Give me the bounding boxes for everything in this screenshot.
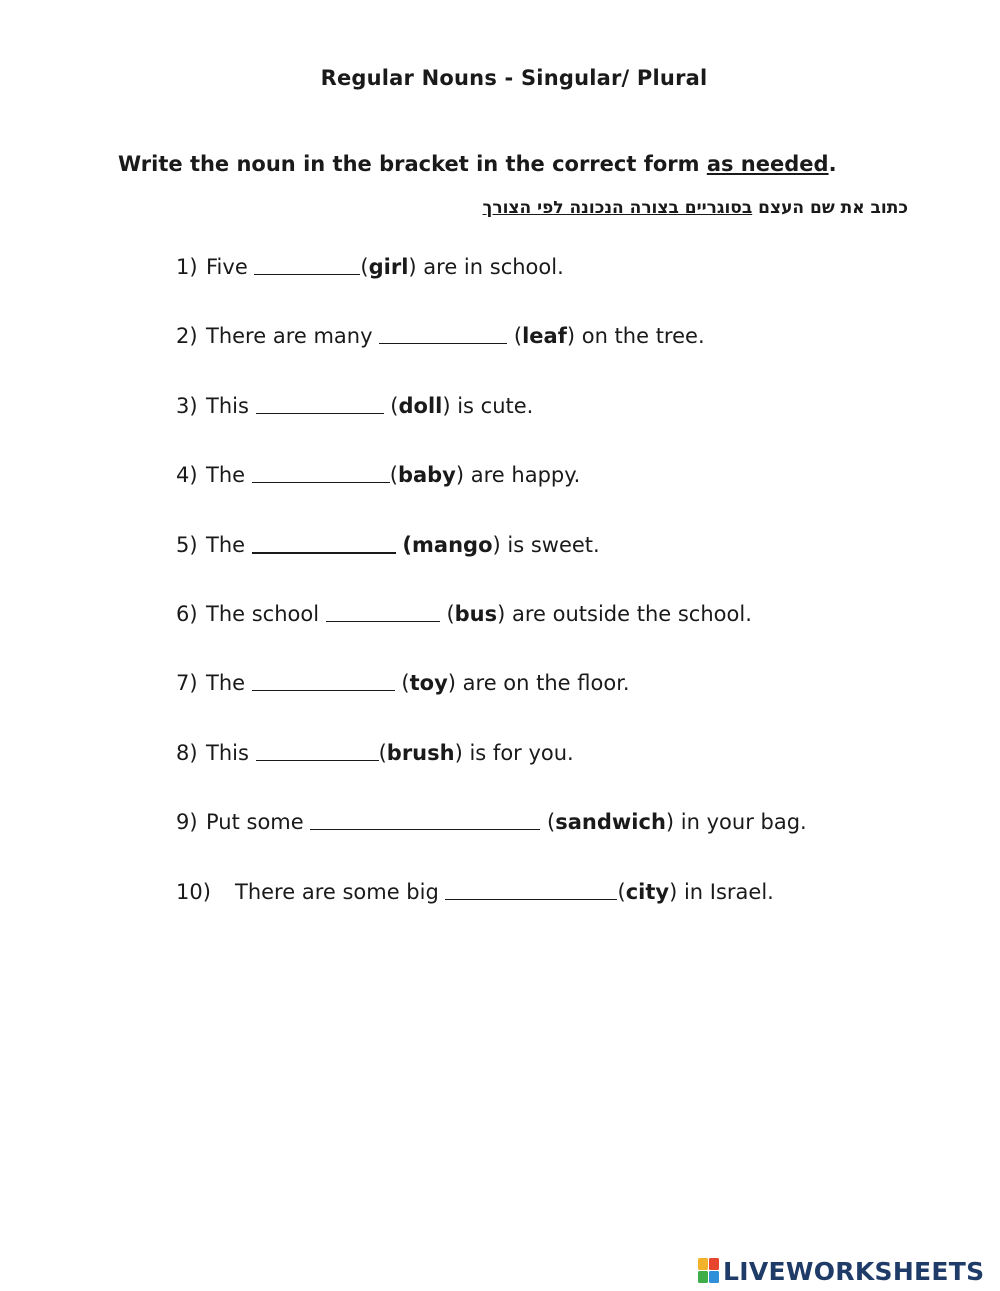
bracket-noun: city bbox=[625, 879, 670, 904]
bracket-close: ) bbox=[447, 671, 456, 696]
bracket-noun: girl bbox=[368, 255, 409, 279]
question-gap bbox=[440, 599, 447, 629]
bracket-close: ) bbox=[497, 601, 506, 626]
bracket-noun: baby bbox=[397, 463, 456, 488]
question-text-before: There are many bbox=[206, 324, 380, 349]
question-number: 4) bbox=[176, 463, 198, 488]
question-text-before: The school bbox=[206, 601, 326, 626]
question-number: 6) bbox=[176, 601, 198, 626]
bracket-close: ) bbox=[442, 393, 451, 418]
answer-blank[interactable] bbox=[326, 599, 440, 622]
bracket-open: ( bbox=[389, 463, 398, 488]
question-number: 1) bbox=[176, 255, 198, 279]
bracket-close: ) bbox=[455, 463, 465, 488]
answer-blank[interactable] bbox=[256, 391, 384, 414]
bracket-open: ( bbox=[401, 671, 410, 696]
answer-blank[interactable] bbox=[252, 460, 390, 483]
instruction-text bbox=[118, 152, 837, 176]
bracket-open: ( bbox=[547, 810, 556, 835]
bracket-open: ( bbox=[513, 324, 523, 349]
instruction-underlined: as needed bbox=[706, 152, 829, 176]
hebrew-plain: כתוב את שם העצם bbox=[752, 198, 908, 218]
question-text-after: are in school. bbox=[416, 255, 564, 279]
answer-blank[interactable] bbox=[252, 668, 395, 691]
question-text-before: This bbox=[206, 740, 256, 765]
bracket-open: ( bbox=[446, 601, 455, 626]
question-7 bbox=[176, 668, 807, 737]
bracket-noun: doll bbox=[398, 393, 443, 418]
bracket-close: ) bbox=[454, 740, 463, 765]
hebrew-instruction bbox=[483, 198, 908, 218]
question-10 bbox=[176, 877, 807, 946]
question-text-before: The bbox=[206, 463, 252, 488]
logo-text: LIVEWORKSHEETS bbox=[723, 1256, 985, 1286]
answer-blank[interactable] bbox=[256, 738, 379, 761]
question-1 bbox=[176, 252, 807, 321]
bracket-close: ) bbox=[408, 255, 417, 279]
question-text-after: are happy. bbox=[464, 463, 581, 488]
question-text-before: Five bbox=[206, 255, 255, 279]
question-list bbox=[176, 252, 807, 946]
question-text-after: is for you. bbox=[462, 740, 574, 765]
question-9 bbox=[176, 807, 807, 876]
bracket-open: ( bbox=[617, 879, 626, 904]
bracket-noun: bus bbox=[454, 601, 498, 626]
question-text-after: are on the floor. bbox=[455, 671, 630, 696]
question-gap bbox=[396, 530, 403, 560]
instruction-after: . bbox=[828, 152, 837, 176]
bracket-open: ( bbox=[378, 740, 387, 765]
question-text-before: This bbox=[206, 393, 256, 418]
question-number: 5) bbox=[176, 532, 198, 557]
question-text-after: are outside the school. bbox=[505, 601, 752, 626]
question-gap bbox=[540, 807, 547, 837]
question-gap bbox=[507, 321, 514, 351]
question-4 bbox=[176, 460, 807, 529]
bracket-noun: mango bbox=[412, 532, 493, 557]
question-number: 10) bbox=[176, 879, 211, 904]
bracket-noun: brush bbox=[386, 740, 455, 765]
question-text-before: Put some bbox=[206, 810, 311, 835]
answer-blank[interactable] bbox=[310, 807, 540, 830]
question-2 bbox=[176, 321, 807, 390]
instruction-before: Write the noun in the bracket in the correct form bbox=[118, 152, 707, 176]
question-text-after: on the tree. bbox=[575, 324, 705, 349]
question-number: 7) bbox=[176, 671, 198, 696]
liveworksheets-logo bbox=[698, 1256, 984, 1286]
question-text-after: is sweet. bbox=[500, 532, 600, 557]
bracket-open: ( bbox=[390, 393, 399, 418]
bracket-close: ) bbox=[566, 324, 576, 349]
answer-blank[interactable] bbox=[379, 321, 507, 344]
answer-blank[interactable] bbox=[445, 877, 617, 900]
bracket-noun: sandwich bbox=[555, 810, 666, 835]
liveworksheets-blocks-icon bbox=[698, 1258, 720, 1284]
bracket-close: ) bbox=[669, 879, 678, 904]
bracket-noun: leaf bbox=[522, 324, 567, 349]
question-3 bbox=[176, 391, 807, 460]
worksheet-title: Regular Nouns - Singular/ Plural bbox=[320, 66, 708, 90]
bracket-close: ) bbox=[665, 810, 675, 835]
bracket-close: ) bbox=[492, 532, 501, 557]
question-5 bbox=[176, 530, 807, 599]
question-text-after: in your bag. bbox=[674, 810, 807, 835]
bracket-noun: toy bbox=[409, 671, 448, 696]
answer-blank[interactable] bbox=[252, 530, 396, 554]
answer-blank[interactable] bbox=[254, 252, 360, 275]
question-gap bbox=[395, 668, 402, 698]
question-text-before: The bbox=[206, 532, 252, 557]
question-number: 2) bbox=[176, 324, 198, 349]
bracket-open: ( bbox=[360, 255, 369, 279]
hebrew-underlined: בסוגריים בצורה הנכונה לפי הצורך bbox=[482, 198, 753, 218]
question-number: 9) bbox=[176, 810, 198, 835]
question-text-before: There are some big bbox=[235, 879, 446, 904]
question-8 bbox=[176, 738, 807, 807]
question-6 bbox=[176, 599, 807, 668]
question-number: 8) bbox=[176, 740, 198, 765]
question-text-after: is cute. bbox=[450, 393, 534, 418]
bracket-open: ( bbox=[402, 532, 413, 557]
question-text-before: The bbox=[206, 671, 252, 696]
question-number: 3) bbox=[176, 393, 198, 418]
question-text-after: in Israel. bbox=[677, 879, 774, 904]
question-gap bbox=[384, 391, 391, 421]
